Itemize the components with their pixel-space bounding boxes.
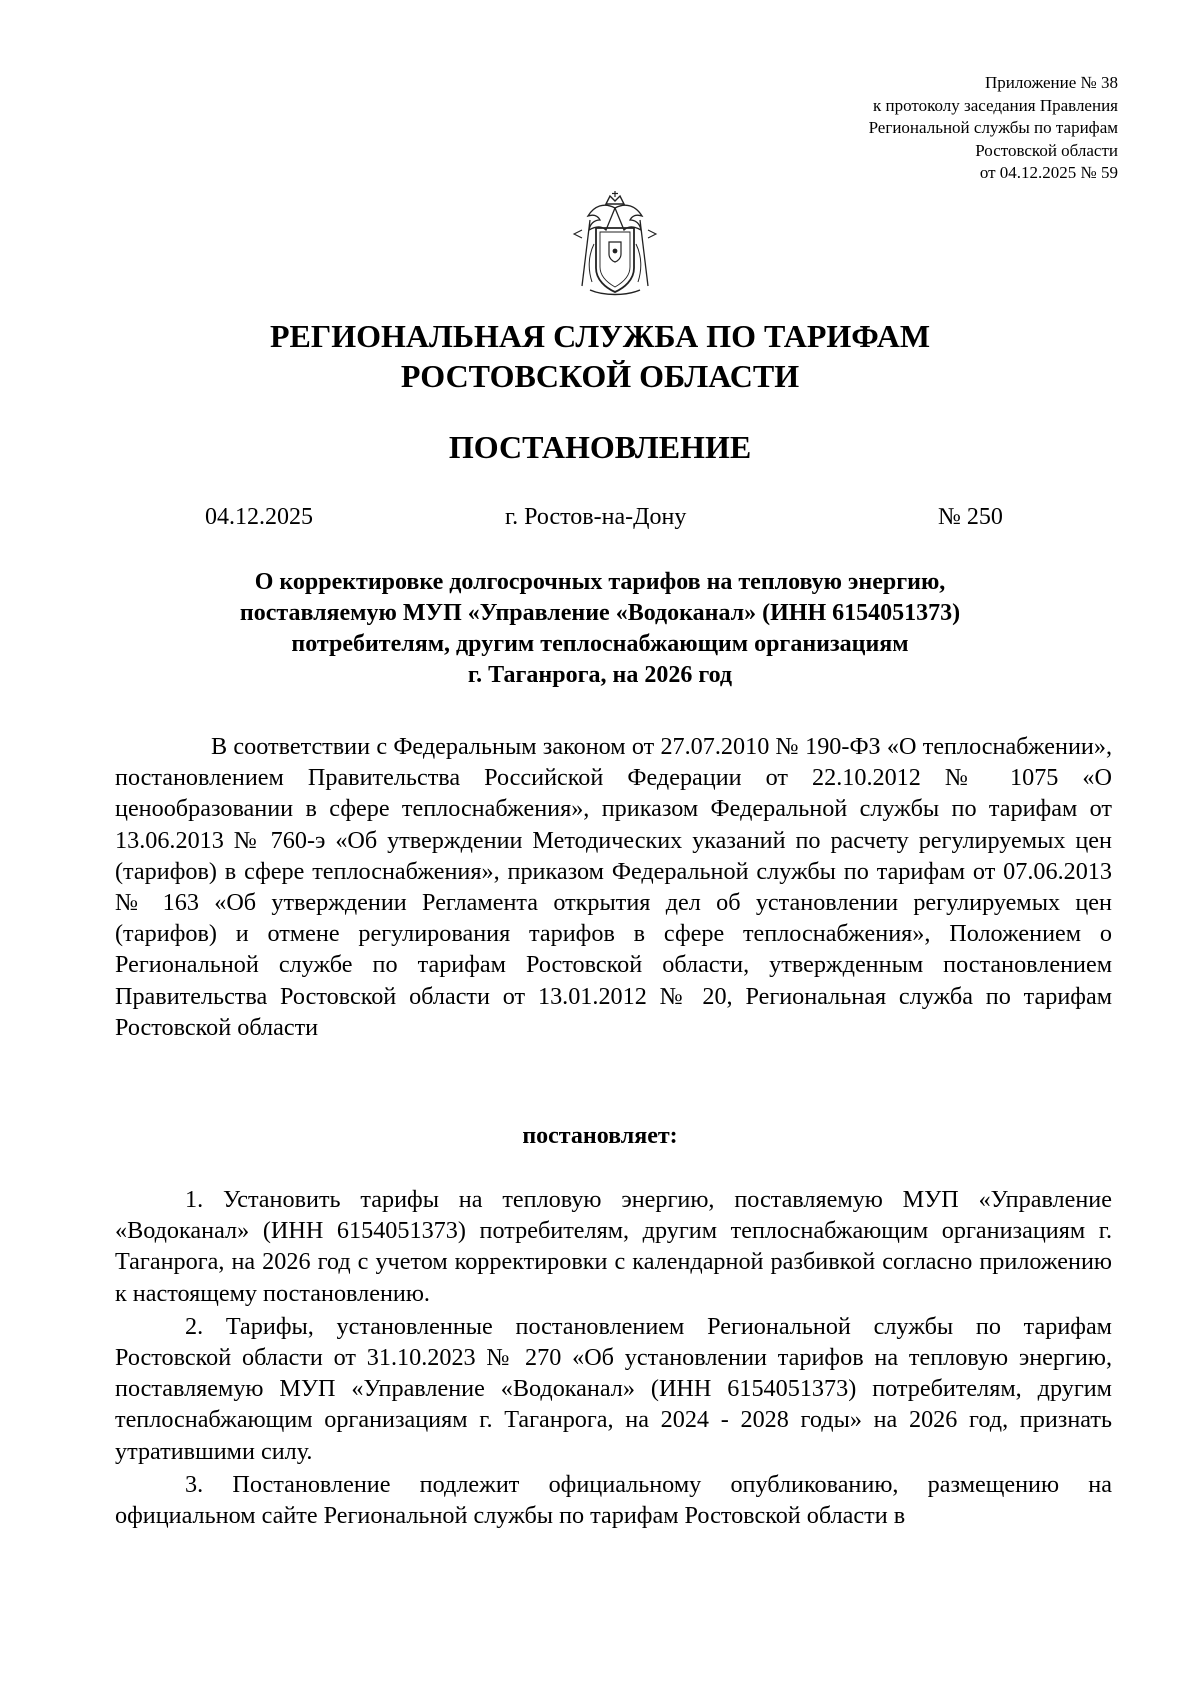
resolution-item: 1. Установить тарифы на тепловую энергию, поставляемую МУП «Управление «Водоканал» (ИНН 6154051373) потребителям, другим теплоснабжающим организациям г. Таганрога, на 2026 год с учетом корректировки с календарной разбивкой согласно приложению к настоящему постановлению.	[115, 1186, 1112, 1307]
subject-line: г. Таганрога, на 2026 год	[467, 662, 733, 688]
agency-name	[0, 316, 1200, 396]
appendix-line: к протоколу заседания Правления	[873, 95, 1118, 115]
subject-line: поставляемую МУП «Управление «Водоканал» (ИНН 6154051373)	[239, 600, 961, 626]
appendix-line: Ростовской области	[975, 140, 1118, 160]
appendix-line: от 04.12.2025 № 59	[979, 163, 1118, 182]
appendix-line: Приложение № 38	[985, 73, 1118, 92]
resolution-items	[115, 1184, 1112, 1531]
document-number: № 250	[938, 504, 1003, 530]
subject-line: потребителям, другим теплоснабжающим организациям	[291, 631, 909, 657]
document-date: 04.12.2025	[205, 504, 313, 530]
coat-of-arms-icon	[568, 190, 662, 298]
resolves-heading: постановляет:	[522, 1123, 678, 1149]
appendix-line: Региональной службы по тарифам	[868, 118, 1118, 137]
resolution-item: 3. Постановление подлежит официальному опубликованию, размещению на официальном сайте Региональной службы по тарифам Ростовской области в	[115, 1470, 1112, 1530]
document-type: ПОСТАНОВЛЕНИЕ	[448, 429, 752, 465]
document-subject	[100, 567, 1100, 691]
subject-line: О корректировке долгосрочных тарифов на тепловую энергию,	[254, 569, 946, 595]
appendix-note	[869, 72, 1118, 185]
agency-name-line: РОСТОВСКОЙ ОБЛАСТИ	[400, 358, 800, 394]
document-city: г. Ростов-на-Дону	[505, 504, 687, 530]
resolution-item: 2. Тарифы, установленные постановлением Региональной службы по тарифам Ростовской области от 31.10.2023 № 270 «Об установлении тарифов на тепловую энергию, поставляемую МУП «Управление «Водоканал» (ИНН 6154051373) потребителям, другим теплоснабжающим организациям г. Таганрога, на 2024 - 2028 годы» на 2026 год, признать утратившими силу.	[115, 1312, 1112, 1465]
agency-name-line: РЕГИОНАЛЬНАЯ СЛУЖБА ПО ТАРИФАМ	[269, 318, 931, 354]
preamble-paragraph: В соответствии с Федеральным законом от 27.07.2010 № 190-ФЗ «О теплоснабжении», постановлением Правительства Российской Федерации от 22.10.2012 № 1075 «О ценообразовании в сфере теплоснабжения», приказом Федеральной службы по тарифам от 13.06.2013 № 760-э «Об утверждении Методических указаний по расчету регулируемых цен (тарифов) в сфере теплоснабжения», приказом Федеральной службы по тарифам от 07.06.2013 № 163 «Об утверждении Регламента открытия дел об установлении регулируемых цен (тарифов) и отмене регулирования тарифов в сфере теплоснабжения», Положением о Региональной службе по тарифам Ростовской области, утвержденным постановлением Правительства Ростовской области от 13.01.2012 № 20, Региональная служба по тарифам Ростовской области	[115, 733, 1112, 1041]
